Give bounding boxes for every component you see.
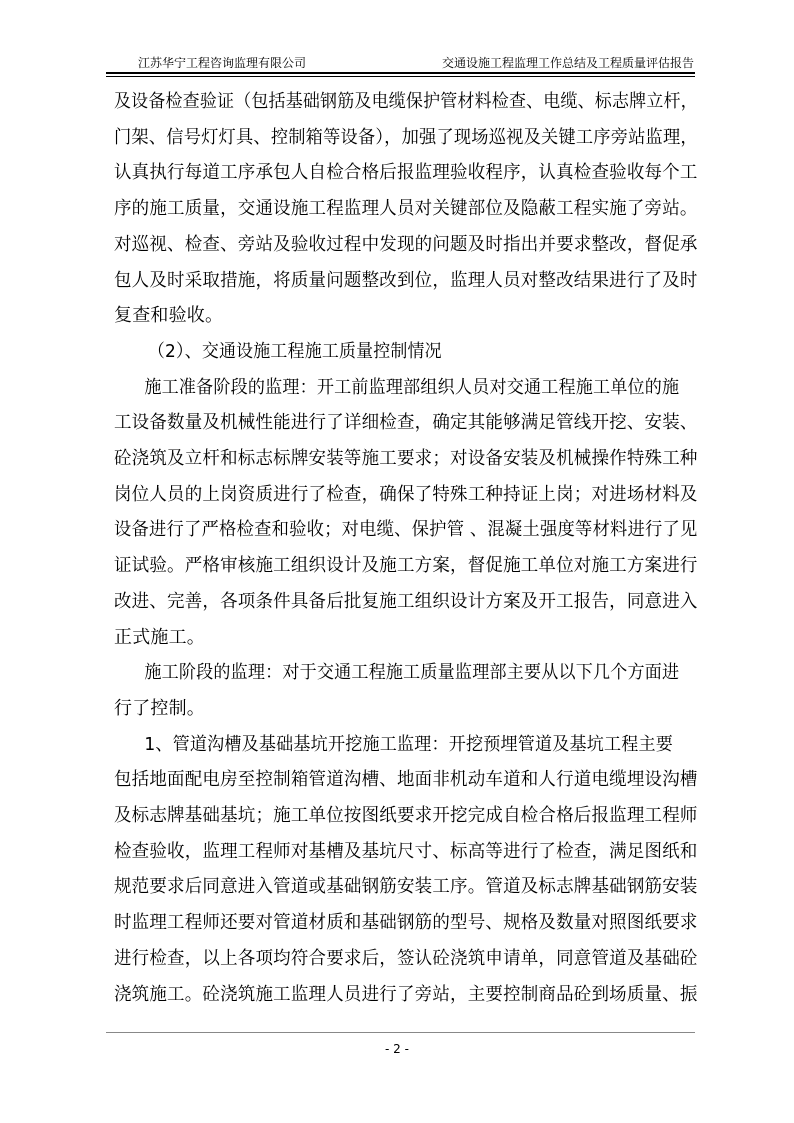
text-line: 门架、信号灯灯具、控制箱等设备），加强了现场巡视及关键工序旁站监理， — [114, 126, 698, 148]
section-heading: （2）、交通设施工程施工质量控制情况 — [147, 340, 442, 362]
page-header — [104, 54, 694, 74]
text-line: 浇筑施工。砼浇筑施工监理人员进行了旁站，主要控制商品砼到场质量、振 — [114, 983, 698, 1005]
header-company: 江苏华宁工程咨询监理有限公司 — [138, 56, 307, 70]
text-line: 行了控制。 — [114, 697, 205, 719]
text-line: 施工阶段的监理：对于交通工程施工质量监理部主要从以下几个方面进 — [144, 662, 680, 684]
text-line: 岗位人员的上岗资质进行了检查，确保了特殊工种持证上岗；对进场材料及 — [114, 483, 698, 505]
text-line: 规范要求后同意进入管道或基础钢筋安装工序。管道及标志牌基础钢筋安装 — [114, 876, 698, 898]
text-line: 对巡视、检查、旁站及验收过程中发现的问题及时指出并要求整改，督促承 — [114, 233, 698, 255]
text-line: 包括地面配电房至控制箱管道沟槽、地面非机动车道和人行道电缆埋设沟槽 — [114, 769, 698, 791]
text-line: 包人及时采取措施，将质量问题整改到位，监理人员对整改结果进行了及时 — [114, 269, 698, 291]
text-line: 检查验收，监理工程师对基槽及基坑尺寸、标高等进行了检查，满足图纸和 — [114, 840, 698, 862]
header-rule-thin — [106, 76, 695, 77]
text-line: 砼浇筑及立杆和标志标牌安装等施工要求；对设备安装及机械操作特殊工种 — [114, 448, 698, 469]
text-line: 工设备数量及机械性能进行了详细检查，确定其能够满足管线开挖、安装、 — [114, 412, 698, 434]
text-line: 认真执行每道工序承包人自检合格后报监理验收程序，认真检查验收每个工 — [114, 162, 698, 184]
text-line: 证试验。严格审核施工组织设计及施工方案，督促施工单位对施工方案进行 — [114, 555, 698, 577]
text-line: 设备进行了严格检查和验收；对电缆、保护管 、混凝土强度等材料进行了见 — [114, 519, 698, 541]
text-line: 进行检查，以上各项均符合要求后，签认砼浇筑申请单，同意管道及基础砼 — [114, 947, 698, 969]
text-line: 及设备检查验证（包括基础钢筋及电缆保护管材料检查、电缆、标志牌立杆， — [114, 91, 698, 112]
text-line: 1、管道沟槽及基础基坑开挖施工监理：开挖预埋管道及基坑工程主要 — [144, 733, 674, 755]
text-line: 改进、完善，各项条件具备后批复施工组织设计方案及开工报告，同意进入 — [114, 590, 698, 612]
header-rule-thick — [106, 72, 695, 74]
page-number: - 2 - — [385, 1042, 409, 1056]
text-line: 施工准备阶段的监理：开工前监理部组织人员对交通工程施工单位的施 — [144, 376, 680, 398]
header-report-title: 交通设施工程监理工作总结及工程质量评估报告 — [441, 56, 694, 70]
text-line: 及标志牌基础基坑；施工单位按图纸要求开挖完成自检合格后报监理工程师 — [114, 805, 698, 826]
text-line: 正式施工。 — [114, 626, 205, 648]
text-line: 时监理工程师还要对管道材质和基础钢筋的型号、规格及数量对照图纸要求 — [114, 912, 698, 934]
footer-rule — [106, 1032, 695, 1033]
text-line: 序的施工质量，交通设施工程监理人员对关键部位及隐蔽工程实施了旁站。 — [114, 198, 698, 220]
text-line: 复查和验收。 — [114, 305, 224, 327]
